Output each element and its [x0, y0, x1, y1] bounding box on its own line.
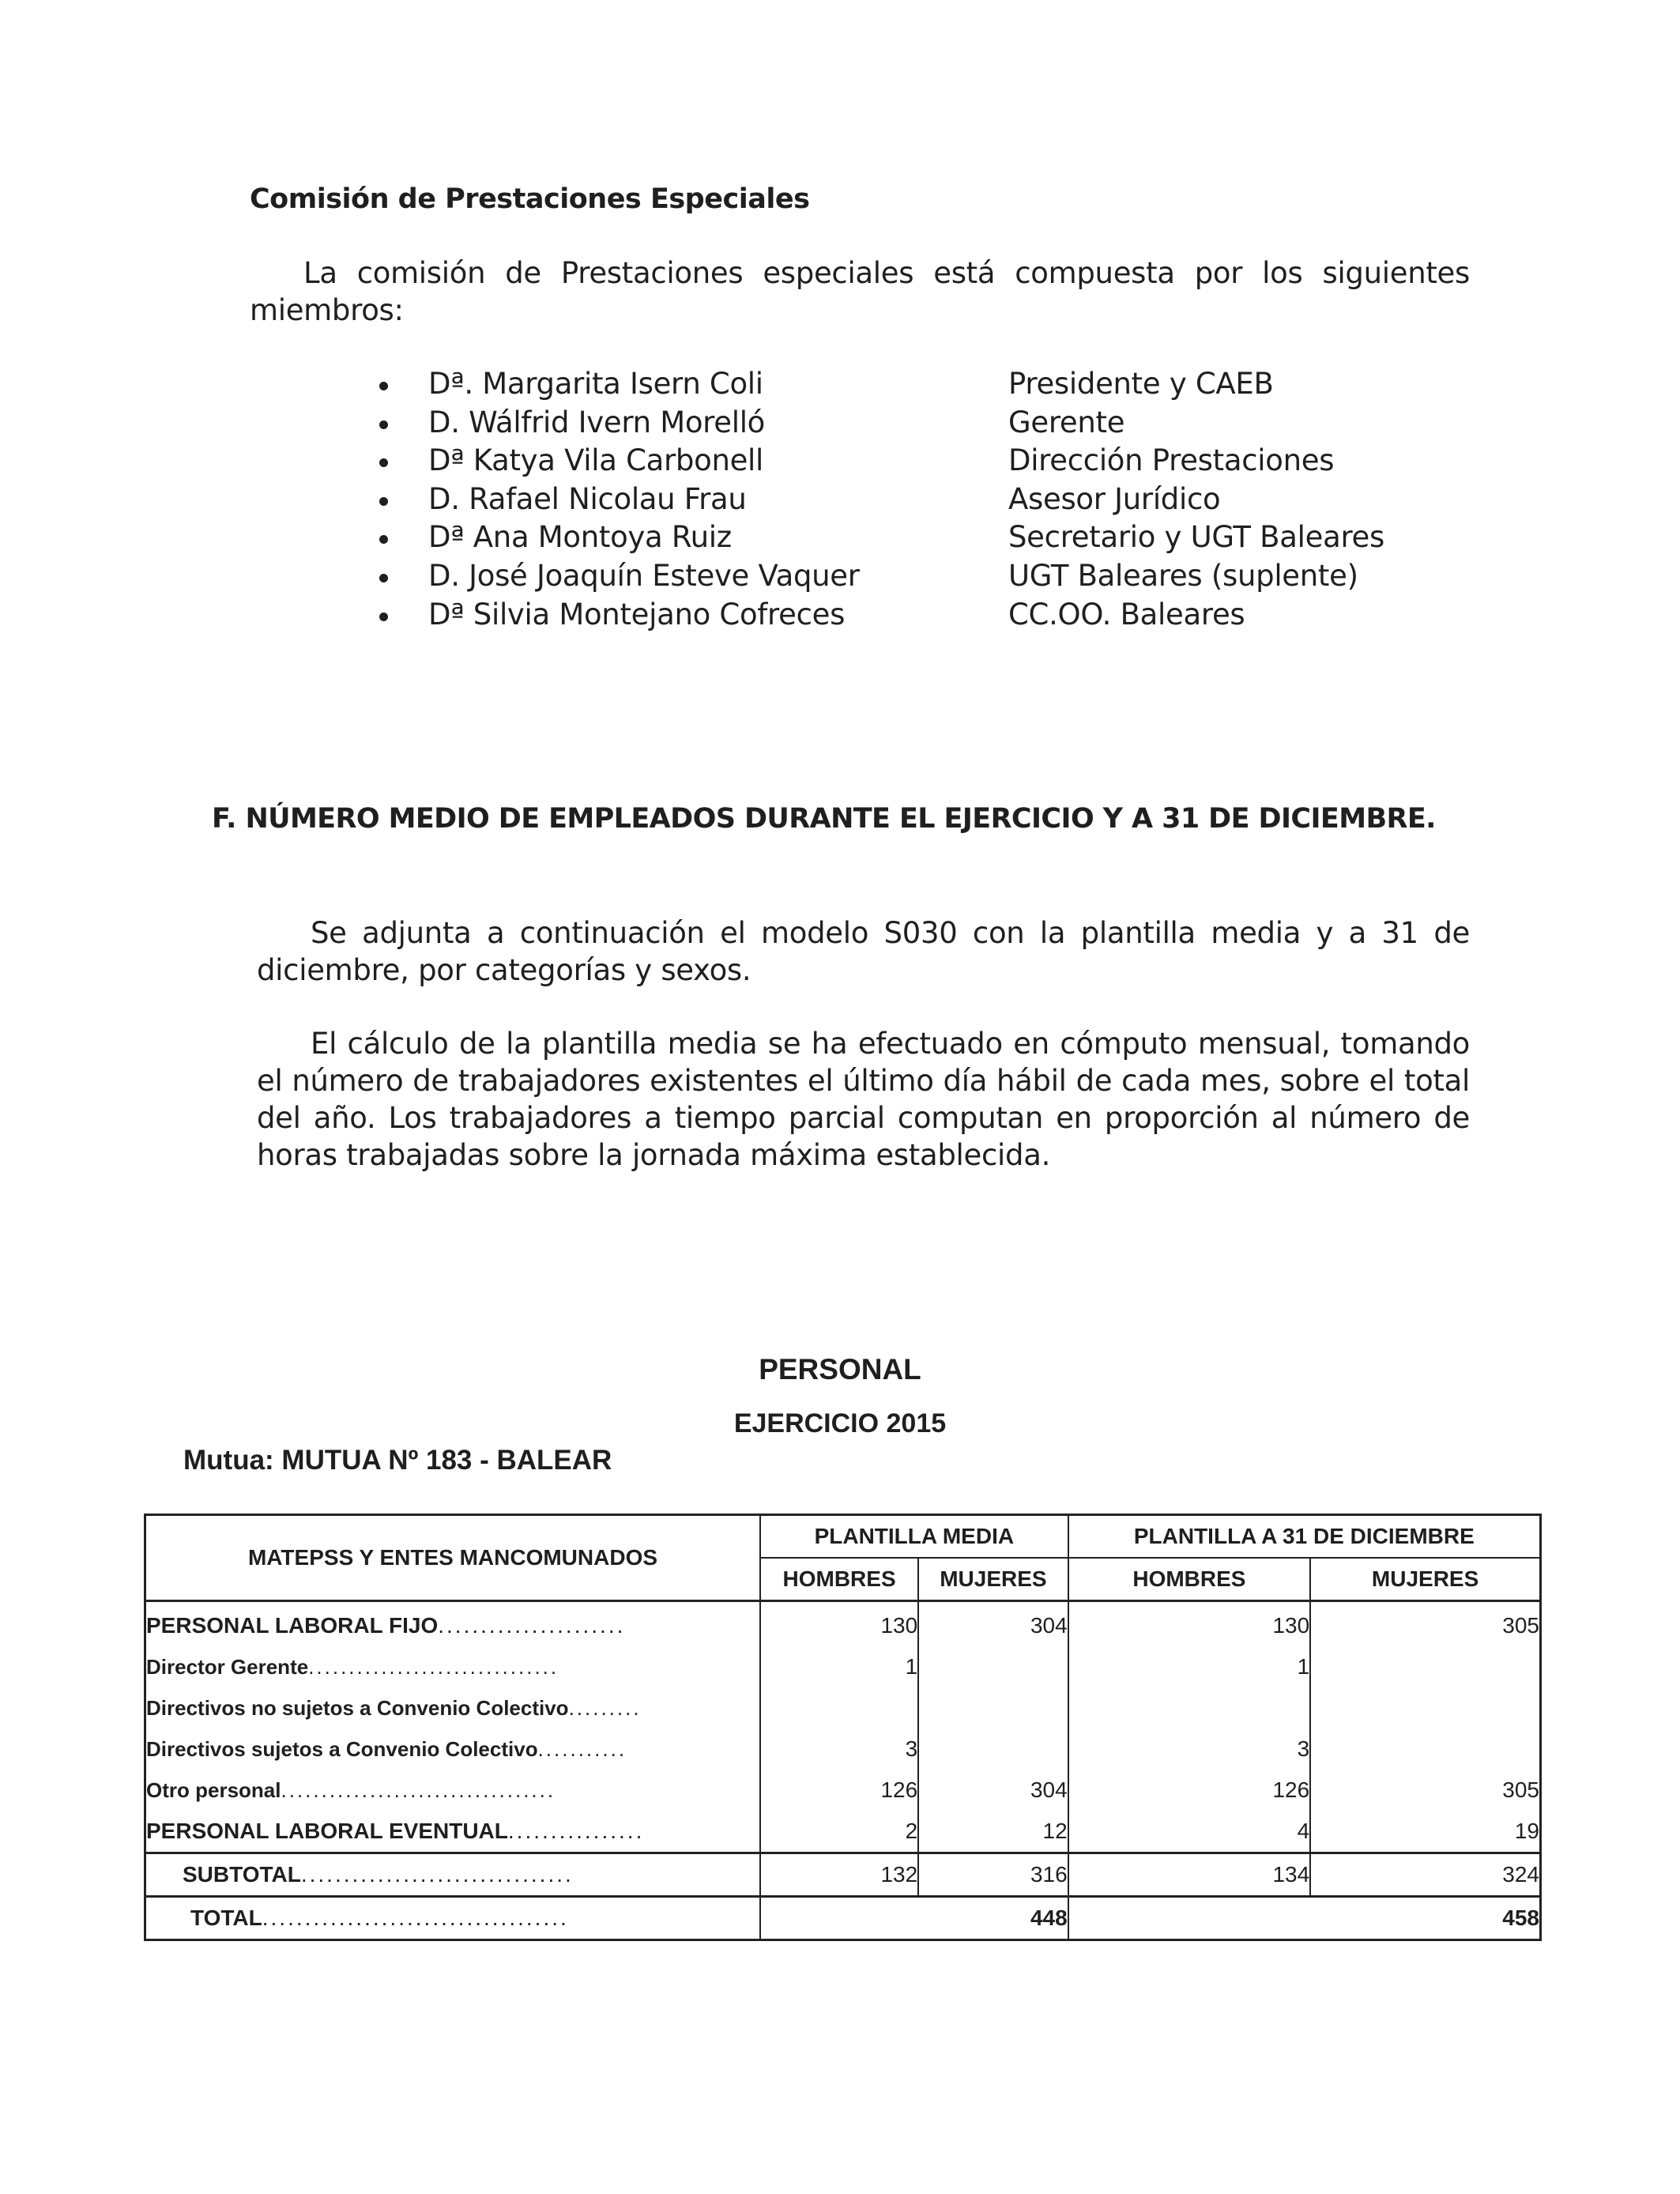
- subtotal-label: SUBTOTAL................................: [145, 1853, 761, 1897]
- cell-dic-mujeres: [1310, 1646, 1540, 1687]
- row-label: PERSONAL LABORAL EVENTUAL................: [145, 1811, 761, 1853]
- row-label: PERSONAL LABORAL FIJO......................: [145, 1601, 761, 1647]
- cell-media-mujeres: 12: [918, 1811, 1068, 1853]
- total-plantilla-31-dic: 458: [1068, 1897, 1541, 1940]
- cell-dic-mujeres: [1310, 1728, 1540, 1770]
- subtotal-dic-mujeres: 324: [1310, 1853, 1540, 1897]
- table-header-row: [145, 1515, 1541, 1559]
- cell-dic-mujeres: 19: [1310, 1811, 1540, 1853]
- section-f-paragraph-2: [257, 1025, 1470, 1174]
- member-name: Dª Ana Montoya Ruiz: [428, 520, 732, 555]
- subtotal-row: [145, 1853, 1541, 1897]
- row-label: Directivos sujetos a Convenio Colectivo...........: [145, 1728, 761, 1770]
- cell-media-mujeres: [918, 1646, 1068, 1687]
- member-role: CC.OO. Baleares: [1008, 597, 1245, 631]
- member-item: [379, 596, 1486, 635]
- section-title: Comisión de Prestaciones Especiales: [250, 183, 810, 215]
- total-row: [145, 1897, 1541, 1940]
- paragraph-text: Se adjunta a continuación el modelo S030 con la plantilla media y a 31 de diciembre, por categorías y sexos.: [257, 916, 1470, 987]
- member-name: Dª. Margarita Isern Coli: [428, 367, 763, 401]
- member-role: Presidente y CAEB: [1008, 367, 1274, 401]
- paragraph-text: El cálculo de la plantilla media se ha efectuado en cómputo mensual, tomando el número de trabajadores existentes el último día hábil de cada mes, sobre el total del año. Los trabajadores a tiempo parcial computan en proporción al número de horas trabajadas sobre la jornada máxima establecida.: [257, 1027, 1470, 1172]
- row-label: Otro personal..................................: [145, 1770, 761, 1811]
- cell-media-hombres: [760, 1687, 918, 1728]
- group-header-plantilla-31-dic: PLANTILLA A 31 DE DICIEMBRE: [1068, 1515, 1541, 1559]
- personal-table: [144, 1514, 1542, 1941]
- cell-media-mujeres: 304: [918, 1601, 1068, 1647]
- cell-dic-hombres: 3: [1068, 1728, 1311, 1770]
- table-row: [145, 1646, 1541, 1687]
- member-role: Secretario y UGT Baleares: [1008, 520, 1384, 555]
- member-name: D. Wálfrid Ivern Morelló: [428, 405, 766, 439]
- label-column-header: MATEPSS Y ENTES MANCOMUNADOS: [145, 1515, 761, 1601]
- cell-dic-mujeres: 305: [1310, 1601, 1540, 1647]
- cell-dic-mujeres: 305: [1310, 1770, 1540, 1811]
- table-row: [145, 1811, 1541, 1853]
- mutua-label: Mutua: MUTUA Nº 183 - BALEAR: [183, 1445, 612, 1476]
- member-role: Asesor Jurídico: [1008, 481, 1221, 516]
- cell-media-hombres: 3: [760, 1728, 918, 1770]
- table-row: [145, 1770, 1541, 1811]
- member-item: [379, 518, 1486, 557]
- table-row: [145, 1728, 1541, 1770]
- member-item: [379, 481, 1486, 519]
- member-item: [379, 365, 1486, 404]
- cell-dic-hombres: 126: [1068, 1770, 1311, 1811]
- member-role: UGT Baleares (suplente): [1008, 558, 1358, 593]
- cell-media-mujeres: [918, 1728, 1068, 1770]
- subheader-mujeres: MUJERES: [918, 1558, 1068, 1601]
- cell-media-hombres: 130: [760, 1601, 918, 1647]
- report-title: PERSONAL: [759, 1353, 921, 1385]
- bullet-icon: [379, 613, 388, 621]
- cell-dic-hombres: 4: [1068, 1811, 1311, 1853]
- member-item: [379, 557, 1486, 596]
- intro-paragraph-text: La comisión de Prestaciones especiales está compuesta por los siguientes miembros:: [250, 256, 1470, 327]
- section-f-heading: F. NÚMERO MEDIO DE EMPLEADOS DURANTE EL EJERCICIO Y A 31 DE DICIEMBRE.: [212, 803, 1436, 835]
- cell-dic-hombres: 1: [1068, 1646, 1311, 1687]
- table-row: [145, 1601, 1541, 1647]
- member-name: Dª Katya Vila Carbonell: [428, 443, 764, 478]
- cell-media-hombres: 1: [760, 1646, 918, 1687]
- member-name: Dª Silvia Montejano Cofreces: [428, 597, 846, 631]
- bullet-icon: [379, 497, 388, 506]
- member-name: D. Rafael Nicolau Frau: [428, 481, 747, 516]
- subtotal-media-hombres: 132: [760, 1853, 918, 1897]
- member-name: D. José Joaquín Esteve Vaquer: [428, 558, 860, 593]
- cell-media-hombres: 2: [760, 1811, 918, 1853]
- member-item: [379, 442, 1486, 481]
- cell-dic-hombres: [1068, 1687, 1311, 1728]
- cell-media-mujeres: 304: [918, 1770, 1068, 1811]
- table-row: [145, 1687, 1541, 1728]
- member-role: Gerente: [1008, 405, 1125, 439]
- section-f-paragraph-1: [257, 914, 1470, 989]
- cell-dic-mujeres: [1310, 1687, 1540, 1728]
- member-item: [379, 404, 1486, 443]
- members-list: [379, 365, 1486, 634]
- subheader-hombres: HOMBRES: [760, 1558, 918, 1601]
- cell-media-hombres: 126: [760, 1770, 918, 1811]
- intro-paragraph: [250, 254, 1470, 329]
- total-label: TOTAL....................................: [145, 1897, 761, 1940]
- cell-media-mujeres: [918, 1687, 1068, 1728]
- member-role: Dirección Prestaciones: [1008, 443, 1335, 478]
- bullet-icon: [379, 574, 388, 582]
- subheader-hombres: HOMBRES: [1068, 1558, 1311, 1601]
- subheader-mujeres: MUJERES: [1310, 1558, 1540, 1601]
- bullet-icon: [379, 458, 388, 467]
- report-subtitle: EJERCICIO 2015: [733, 1408, 947, 1438]
- bullet-icon: [379, 382, 388, 390]
- bullet-icon: [379, 535, 388, 544]
- row-label: Directivos no sujetos a Convenio Colectivo.........: [145, 1687, 761, 1728]
- bullet-icon: [379, 420, 388, 429]
- group-header-plantilla-media: PLANTILLA MEDIA: [760, 1515, 1068, 1559]
- total-plantilla-media: 448: [760, 1897, 1068, 1940]
- subtotal-media-mujeres: 316: [918, 1853, 1068, 1897]
- subtotal-dic-hombres: 134: [1068, 1853, 1311, 1897]
- row-label: Director Gerente...............................: [145, 1646, 761, 1687]
- cell-dic-hombres: 130: [1068, 1601, 1311, 1647]
